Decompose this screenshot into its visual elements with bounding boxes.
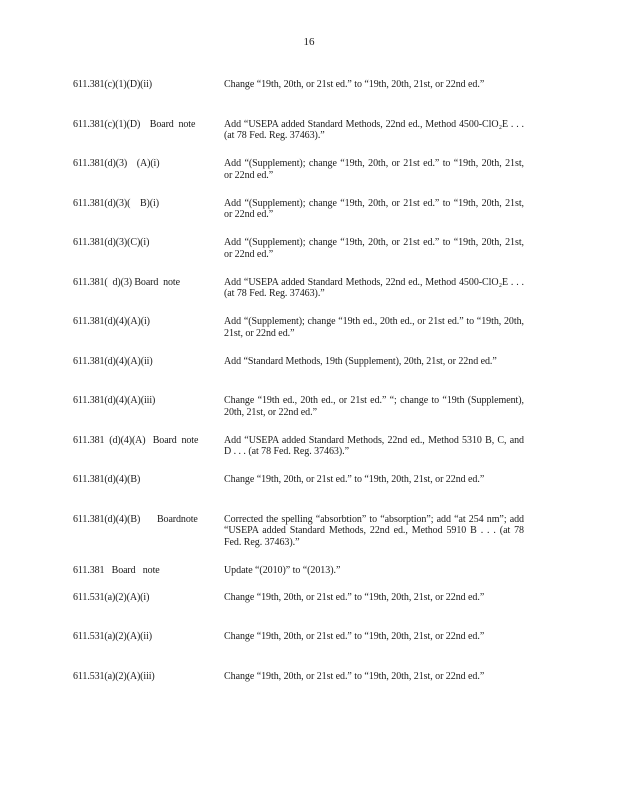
section-reference: 611.381 (d)(4)(A) Board note (73, 434, 199, 446)
section-reference: 611.381 Board note (73, 564, 160, 576)
change-description: Add “USEPA added Standard Methods, 22nd ed., Method 4500-ClO₂E . . . (at 78 Fed. Reg. 37463).” (224, 276, 524, 299)
table-row (73, 119, 533, 159)
change-description: Add “USEPA added Standard Methods, 22nd ed., Method 5310 B, C, and D . . . (at 78 Fed. Reg. 37463).” (224, 434, 524, 457)
table-row (73, 514, 533, 565)
change-description: Add “USEPA added Standard Methods, 22nd ed., Method 4500-ClO₂E . . . (at 78 Fed. Reg. 37463).” (224, 118, 524, 141)
change-description: Add “(Supplement); change “19th ed., 20th ed., or 21st ed.” to “19th, 20th, 21st, or 22nd ed.” (224, 316, 524, 339)
section-reference: 611.381(d)(4)(A)(iii) (73, 395, 156, 406)
section-reference: 611.531(a)(2)(A)(ii) (73, 631, 152, 642)
table-row (73, 671, 533, 711)
section-reference: 611.381(c)(1)(D)(ii) (73, 79, 152, 90)
amendment-table (73, 79, 533, 710)
change-description: Change “19th ed., 20th ed., or 21st ed.” “; change to “19th (Supplement), 20th, 21st, or 22nd ed.” (224, 395, 524, 418)
section-reference: 611.381(d)(3)( B)(i) (73, 197, 159, 209)
table-row (73, 237, 533, 277)
section-reference: 611.531(a)(2)(A)(i) (73, 591, 150, 603)
change-description: Change “19th, 20th, or 21st ed.” to “19th, 20th, 21st, or 22nd ed.” (224, 79, 485, 90)
section-reference: 611.381(d)(3)(C)(i) (73, 237, 150, 248)
table-row (73, 435, 533, 475)
change-description: Add “(Supplement); change “19th, 20th, or 21st ed.” to “19th, 20th, 21st, or 22nd ed.” (224, 197, 524, 220)
change-description: Add “Standard Methods, 19th (Supplement), 20th, 21st, or 22nd ed.” (224, 355, 497, 367)
table-row (73, 592, 533, 632)
section-reference: 611.381(d)(4)(B) Boardnote (73, 513, 198, 525)
change-description: Change “19th, 20th, or 21st ed.” to “19th, 20th, 21st, or 22nd ed.” (224, 670, 485, 682)
section-reference: 611.381(d)(4)(A)(i) (73, 316, 150, 327)
change-description: Update “(2010)” to “(2013).” (224, 564, 341, 576)
change-description: Add “(Supplement); change “19th, 20th, or 21st ed.” to “19th, 20th, 21st, or 22nd ed.” (224, 158, 524, 181)
section-reference: 611.381( d)(3) Board note (73, 276, 180, 288)
section-reference: 611.381(d)(4)(A)(ii) (73, 355, 153, 367)
table-row (73, 474, 533, 514)
table-row (73, 198, 533, 238)
table-row (73, 316, 533, 356)
table-row (73, 79, 533, 119)
section-reference: 611.381(d)(3) (A)(i) (73, 158, 160, 169)
table-row (73, 565, 533, 592)
section-reference: 611.531(a)(2)(A)(iii) (73, 670, 155, 682)
change-description: Change “19th, 20th, or 21st ed.” to “19th, 20th, 21st, or 22nd ed.” (224, 474, 485, 485)
table-row (73, 631, 533, 671)
table-row (73, 356, 533, 396)
page-number: 16 (303, 36, 315, 48)
section-reference: 611.381(c)(1)(D) Board note (73, 118, 196, 130)
table-row (73, 158, 533, 198)
change-description: Change “19th, 20th, or 21st ed.” to “19th, 20th, 21st, or 22nd ed.” (224, 631, 485, 642)
change-description: Corrected the spelling “absorbtion” to “absorption”; add “at 254 nm”; add “USEPA added Standard Methods, 22nd ed., Method 5910 B . . . (at 78 Fed. Reg. 37463).” (224, 513, 524, 548)
table-row (73, 277, 533, 317)
change-description: Change “19th, 20th, or 21st ed.” to “19th, 20th, 21st, or 22nd ed.” (224, 591, 485, 603)
change-description: Add “(Supplement); change “19th, 20th, or 21st ed.” to “19th, 20th, 21st, or 22nd ed.” (224, 237, 524, 260)
table-row (73, 395, 533, 435)
section-reference: 611.381(d)(4)(B) (73, 474, 141, 485)
